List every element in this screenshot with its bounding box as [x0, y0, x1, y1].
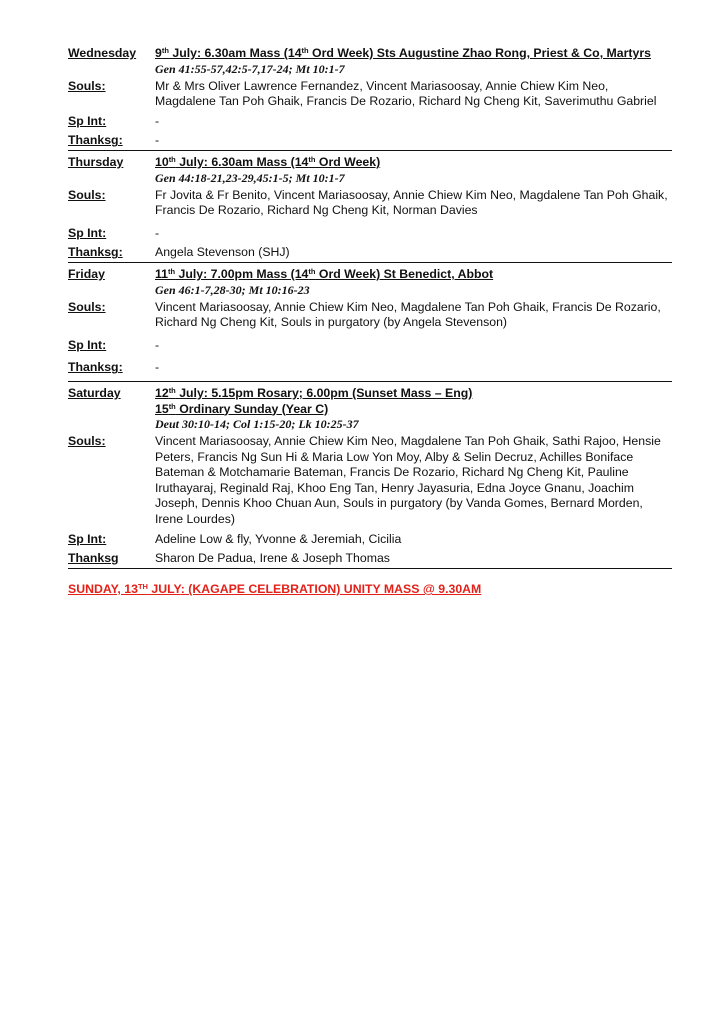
- souls-label: Souls:: [68, 78, 106, 93]
- thanksg-label: Thanksg:: [68, 133, 123, 148]
- spint-label: Sp Int:: [68, 225, 107, 240]
- souls-list: Vincent Mariasoosay, Annie Chiew Kim Neo, Magdalene Tan Poh Ghaik, Francis De Rozario, Richard Ng Cheng Kit, Souls in purgatory (by Angela Stevenson): [155, 299, 661, 330]
- mass-subtitle: 15th Ordinary Sunday (Year C): [155, 401, 329, 416]
- day-label: Friday: [68, 266, 105, 281]
- thanksg-value: -: [155, 133, 160, 148]
- souls-label: Souls:: [68, 299, 106, 314]
- readings: Gen 44:18-21,23-29,45:1-5; Mt 10:1-7: [155, 170, 345, 185]
- day-label: Wednesday: [68, 46, 137, 60]
- souls-list: Mr & Mrs Oliver Lawrence Fernandez, Vincent Mariasoosay, Annie Chiew Kim Neo, Magdalene Tan Poh Ghaik, Francis De Rozario, Richard Ng Cheng Kit, Saverimuthu Gabriel: [155, 78, 657, 109]
- mass-title: 10th July: 6.30am Mass (14th Ord Week): [155, 154, 381, 169]
- souls-list: Fr Jovita & Fr Benito, Vincent Mariasoosay, Annie Chiew Kim Neo, Magdalene Tan Poh Ghaik, Francis De Rozario, Richard Ng Cheng Kit, Norman Davies: [155, 187, 668, 218]
- spint-label: Sp Int:: [68, 113, 107, 128]
- mass-title: 12th July: 5.15pm Rosary; 6.00pm (Sunset Mass – Eng): [155, 385, 473, 400]
- day-block-saturday: [68, 386, 672, 569]
- day-block-thursday: [68, 155, 672, 263]
- souls-list: Vincent Mariasoosay, Annie Chiew Kim Neo, Magdalene Tan Poh Ghaik, Sathi Rajoo, Hensie Peters, Francis Ng Sun Hi & Maria Low Yon Moy, Alby & Selin Decruz, Achilles Boniface Bateman & Motchamarie Bateman, Francis De Rozario, Richard Ng Cheng Kit, Pauline Iruthayaraj, Reginald Raj, Khoo Eng Tan, Henry Jayasuria, Edna Joyce Gnanu, Joachim Joseph, Dennis Khoo Chuan Aun, Souls in purgatory (by Vanda Gomes, Bernard Morden, Irene Lourdes): [155, 434, 661, 527]
- spint-label: Sp Int:: [68, 337, 107, 352]
- readings: Gen 46:1-7,28-30; Mt 10:16-23: [155, 282, 310, 297]
- thanksg-label: Thanksg:: [68, 245, 123, 260]
- readings: Deut 30:10-14; Col 1:15-20; Lk 10:25-37: [155, 417, 359, 432]
- souls-label: Souls:: [68, 434, 106, 449]
- mass-intentions-schedule: [68, 46, 672, 569]
- mass-title: 11th July: 7.00pm Mass (14th Ord Week) St Benedict, Abbot: [155, 266, 494, 281]
- readings: Gen 41:55-57,42:5-7,17-24; Mt 10:1-7: [155, 61, 345, 76]
- thanksg-value: -: [155, 360, 160, 375]
- souls-label: Souls:: [68, 187, 106, 202]
- day-label: Thursday: [68, 154, 124, 169]
- mass-title: 9th July: 6.30am Mass (14th Ord Week) Sts Augustine Zhao Rong, Priest & Co, Martyrs: [155, 46, 651, 60]
- spint-value: Adeline Low & fly, Yvonne & Jeremiah, Cicilia: [155, 531, 402, 546]
- spint-value: -: [155, 225, 160, 240]
- thanksg-label: Thanksg:: [68, 360, 123, 375]
- sunday-announcement: SUNDAY, 13TH JULY: (KAGAPE CELEBRATION) UNITY MASS @ 9.30AM: [68, 582, 482, 596]
- spint-value: -: [155, 113, 160, 128]
- day-label: Saturday: [68, 385, 121, 400]
- day-block-wednesday: [68, 46, 672, 151]
- spint-label: Sp Int:: [68, 531, 107, 546]
- thanksg-value: Sharon De Padua, Irene & Joseph Thomas: [155, 551, 390, 566]
- thanksg-value: Angela Stevenson (SHJ): [155, 245, 290, 260]
- thanksg-label: Thanksg: [68, 551, 119, 566]
- spint-value: -: [155, 337, 160, 352]
- day-block-friday: [68, 267, 672, 382]
